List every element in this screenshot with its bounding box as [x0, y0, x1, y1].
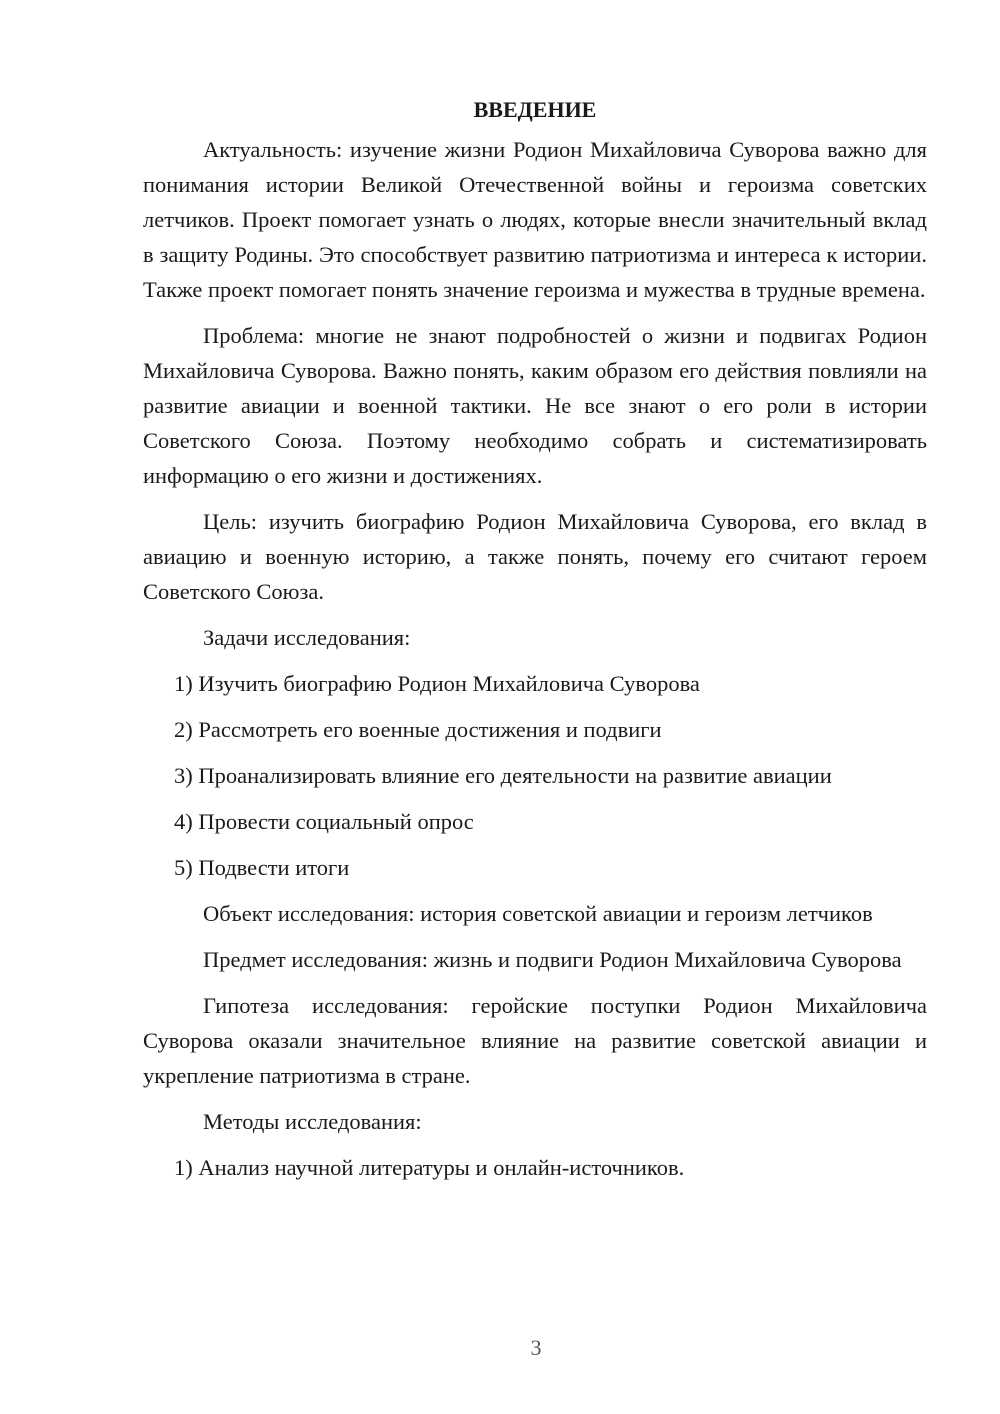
page-number: 3 [530, 1335, 542, 1360]
hypothesis-paragraph: Гипотеза исследования: геройские поступки Родион Михайловича Суворова оказали значительное влияние на развитие советской авиации и укрепление патриотизма в стране. [143, 993, 927, 1088]
list-item: 1) Анализ научной литературы и онлайн-источников. [174, 1155, 685, 1180]
subject-paragraph: Предмет исследования: жизнь и подвиги Родион Михайловича Суворова [203, 947, 902, 972]
list-item: 2) Рассмотреть его военные достижения и подвиги [174, 717, 662, 742]
list-item: 1) Изучить биографию Родион Михайловича Суворова [174, 671, 700, 696]
page-content [143, 92, 927, 1196]
list-item: 3) Проанализировать влияние его деятельности на развитие авиации [174, 763, 832, 788]
methods-list [143, 1150, 927, 1185]
section-title: ВВЕДЕНИЕ [473, 97, 597, 122]
relevance-paragraph: Актуальность: изучение жизни Родион Михайловича Суворова важно для понимания истории Великой Отечественной войны и героизма советских летчиков. Проект помогает узнать о людях, которые внесли значительный вклад в защиту Родины. Это способствует развитию патриотизма и интереса к истории. Также проект помогает понять значение героизма и мужества в трудные времена. [143, 137, 927, 302]
object-paragraph: Объект исследования: история советской авиации и героизм летчиков [203, 901, 873, 926]
tasks-heading: Задачи исследования: [203, 625, 411, 650]
list-item: 5) Подвести итоги [174, 855, 350, 880]
goal-paragraph: Цель: изучить биографию Родион Михайловича Суворова, его вклад в авиацию и военную историю, а также понять, почему его считают героем Советского Союза. [143, 509, 927, 604]
tasks-list [143, 666, 927, 885]
problem-paragraph: Проблема: многие не знают подробностей о жизни и подвигах Родион Михайловича Суворова. Важно понять, каким образом его действия повлияли на развитие авиации и военной тактики. Не все знают о его роли в истории Советского Союза. Поэтому необходимо собрать и систематизировать информацию о его жизни и достижениях. [143, 323, 927, 488]
methods-heading: Методы исследования: [203, 1109, 422, 1134]
list-item: 4) Провести социальный опрос [174, 809, 474, 834]
